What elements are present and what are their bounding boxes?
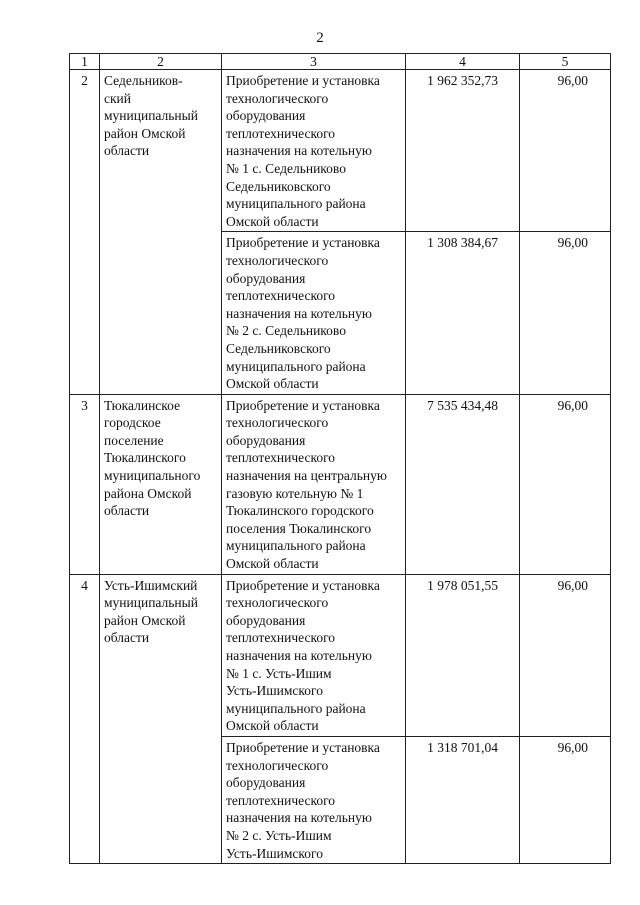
amount-cell: 1 978 051,55 bbox=[406, 574, 520, 736]
column-header: 5 bbox=[520, 54, 611, 70]
funding-table bbox=[69, 53, 611, 864]
table-row bbox=[70, 70, 611, 232]
percent-cell: 96,00 bbox=[520, 232, 611, 394]
amount-cell: 1 318 701,04 bbox=[406, 736, 520, 863]
column-header: 2 bbox=[100, 54, 222, 70]
project-description: Приобретение и установка технологического оборудования теплотехнического назначения на котельную № 2 с. Усть-Ишим Усть-Ишимского bbox=[222, 736, 406, 863]
project-description: Приобретение и установка технологического оборудования теплотехнического назначения на котельную № 2 с. Седельниково Седельниковского муниципального района Омской области bbox=[222, 232, 406, 394]
row-number: 2 bbox=[70, 70, 100, 395]
row-number: 4 bbox=[70, 574, 100, 864]
project-description: Приобретение и установка технологического оборудования теплотехнического назначения на центральную газовую котельную № 1 Тюкалинского городского поселения Тюкалинского муниципального района Омской области bbox=[222, 394, 406, 574]
column-header: 3 bbox=[222, 54, 406, 70]
project-description: Приобретение и установка технологического оборудования теплотехнического назначения на котельную № 1 с. Усть-Ишим Усть-Ишимского муниципального района Омской области bbox=[222, 574, 406, 736]
amount-cell: 1 308 384,67 bbox=[406, 232, 520, 394]
table-row bbox=[70, 574, 611, 736]
project-description: Приобретение и установка технологического оборудования теплотехнического назначения на котельную № 1 с. Седельниково Седельниковского муниципального района Омской области bbox=[222, 70, 406, 232]
table-header-row bbox=[70, 54, 611, 70]
municipality-name: Седельников- ский муниципальный район Омской области bbox=[100, 70, 222, 395]
municipality-name: Усть-Ишимский муниципальный район Омской области bbox=[100, 574, 222, 864]
amount-cell: 7 535 434,48 bbox=[406, 394, 520, 574]
page-number: 2 bbox=[316, 30, 324, 46]
percent-cell: 96,00 bbox=[520, 70, 611, 232]
percent-cell: 96,00 bbox=[520, 574, 611, 736]
percent-cell: 96,00 bbox=[520, 736, 611, 863]
percent-cell: 96,00 bbox=[520, 394, 611, 574]
amount-cell: 1 962 352,73 bbox=[406, 70, 520, 232]
row-number: 3 bbox=[70, 394, 100, 574]
column-header: 1 bbox=[70, 54, 100, 70]
column-header: 4 bbox=[406, 54, 520, 70]
table-row bbox=[70, 394, 611, 574]
municipality-name: Тюкалинское городское поселение Тюкалинского муниципального района Омской области bbox=[100, 394, 222, 574]
